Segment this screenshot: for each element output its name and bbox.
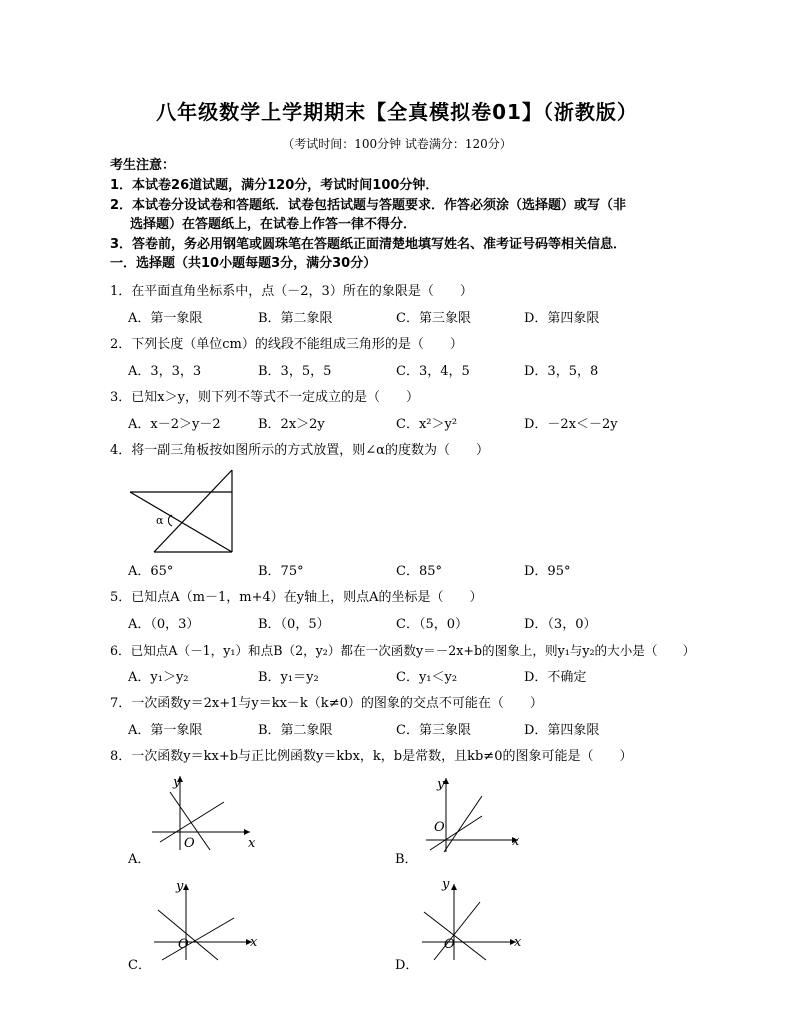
graph-d <box>420 880 524 962</box>
q3-option-b: B．2x＞2y <box>258 417 325 432</box>
q7-option-c: C．第三象限 <box>396 723 471 738</box>
angle-alpha-label: α <box>156 514 164 527</box>
page-title: 八年级数学上学期期末【全真模拟卷01】（浙教版） <box>156 100 638 124</box>
q3-option-c: C．x²＞y² <box>396 417 458 432</box>
section-heading: 一．选择题（共10小题每题3分，满分30分） <box>110 256 377 271</box>
q2-option-d: D．3，5，8 <box>524 364 599 379</box>
graph-d-origin-label: O <box>444 937 455 952</box>
question-7-stem: 7．一次函数y＝2x+1与y＝kx－k（k≠0）的图象的交点不可能在（ ） <box>110 696 543 711</box>
q8-option-a: A． <box>128 852 151 867</box>
q4-option-d: D．95° <box>524 564 571 579</box>
q1-option-c: C．第三象限 <box>396 311 471 326</box>
q6-option-b: B．y₁＝y₂ <box>258 670 319 685</box>
q6-option-c: C．y₁＜y₂ <box>396 670 458 685</box>
set-square-figure <box>128 468 236 556</box>
question-2-stem: 2．下列长度（单位cm）的线段不能组成三角形的是（ ） <box>110 337 463 352</box>
graph-c-origin-label: O <box>178 937 189 952</box>
q1-option-a: A．第一象限 <box>128 311 203 326</box>
q6-option-a: A．y₁＞y₂ <box>128 670 189 685</box>
q2-option-a: A．3，3，3 <box>128 364 202 379</box>
q8-option-c: C． <box>128 958 151 973</box>
graph-d-x-label: x <box>514 935 522 950</box>
graph-c-y-label: y <box>176 879 184 894</box>
exam-subtitle: （考试时间：100分钟 试卷满分：120分） <box>282 137 512 151</box>
question-8-stem: 8．一次函数y＝kx+b与正比例函数y＝kbx，k，b是常数，且kb≠0的图象可能是（ ） <box>110 749 633 764</box>
graph-a-origin-label: O <box>184 836 195 851</box>
q7-option-d: D．第四象限 <box>524 723 600 738</box>
q3-option-d: D．－2x＜－2y <box>524 417 618 432</box>
q3-option-a: A．x－2＞y－2 <box>128 417 221 432</box>
q4-option-c: C．85° <box>396 564 442 579</box>
q5-option-d: D．（3，0） <box>524 617 597 632</box>
q7-option-a: A．第一象限 <box>128 723 203 738</box>
graph-c-x-label: x <box>250 935 258 950</box>
graph-b-x-label: x <box>512 834 520 849</box>
question-3-stem: 3．已知x＞y，则下列不等式不一定成立的是（ ） <box>110 390 419 405</box>
notice-item: 3．答卷前，务必用钢笔或圆珠笔在答题纸正面清楚地填写姓名、准考证号码等相关信息． <box>110 237 627 252</box>
question-5-stem: 5．已知点A（m－1，m+4）在y轴上，则点A的坐标是（ ） <box>110 590 483 605</box>
q4-option-a: A．65° <box>128 564 174 579</box>
q5-option-c: C．（5，0） <box>396 617 468 632</box>
notice-item: 选择题）在答题纸上，在试卷上作答一律不得分． <box>130 217 417 232</box>
graph-a-y-label: y <box>173 775 181 790</box>
q1-option-d: D．第四象限 <box>524 311 600 326</box>
q4-option-b: B．75° <box>258 564 304 579</box>
q2-option-b: B．3，5，5 <box>258 364 332 379</box>
question-6-stem: 6．已知点A（－1，y₁）和点B（2，y₂）都在一次函数y＝－2x+b的图象上，则y₁与y₂的大小是（ ） <box>110 643 696 658</box>
graph-b-origin-label: O <box>434 820 445 835</box>
question-4-stem: 4．将一副三角板按如图所示的方式放置，则∠α的度数为（ ） <box>110 443 489 458</box>
q5-option-b: B．（0，5） <box>258 617 330 632</box>
q7-option-b: B．第二象限 <box>258 723 333 738</box>
graph-a <box>150 772 260 852</box>
graph-c <box>152 880 262 962</box>
q2-option-c: C．3，4，5 <box>396 364 470 379</box>
notice-heading: 考生注意： <box>110 158 176 173</box>
q1-option-b: B．第二象限 <box>258 311 333 326</box>
q8-option-b: B． <box>395 852 418 867</box>
q8-option-d: D． <box>395 958 419 973</box>
graph-d-y-label: y <box>442 877 450 892</box>
question-1-stem: 1．在平面直角坐标系中，点（－2，3）所在的象限是（ ） <box>110 284 473 299</box>
q5-option-a: A．（0，3） <box>128 617 200 632</box>
notice-item: 1．本试卷26道试题，满分120分，考试时间100分钟． <box>110 178 439 193</box>
q6-option-d: D．不确定 <box>524 670 587 685</box>
notice-item: 2．本试卷分设试卷和答题纸．试卷包括试题与答题要求．作答必须涂（选择题）或写（非 <box>110 198 627 213</box>
graph-a-x-label: x <box>248 836 256 851</box>
graph-b-y-label: y <box>437 777 445 792</box>
